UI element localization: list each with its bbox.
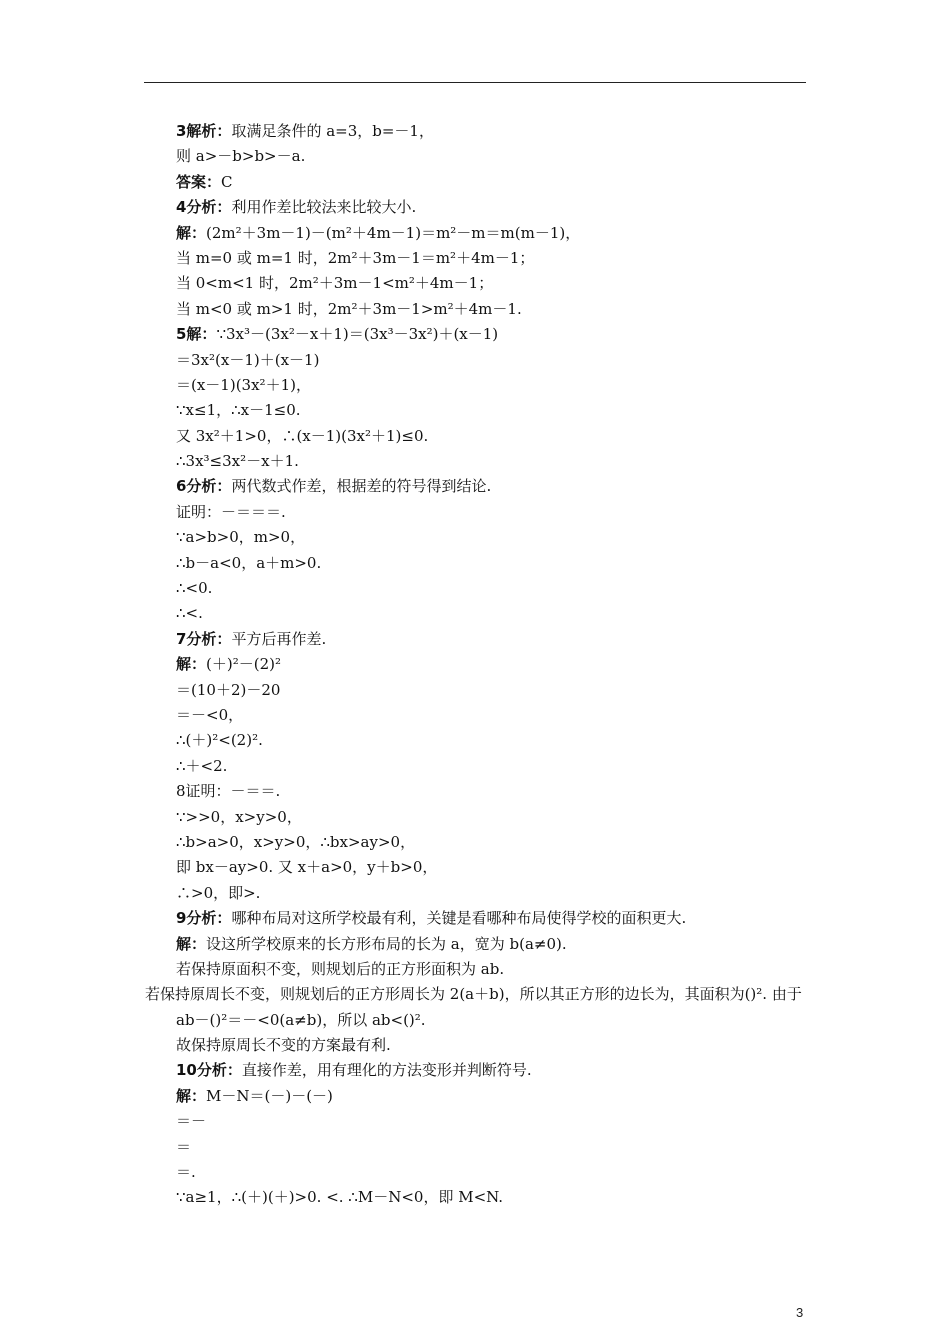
- text-line: ∵>>0，x>y>0，: [176, 807, 302, 826]
- text-line: 则 a>－b>b>－a.: [176, 147, 306, 166]
- text-line: ∵x≤1，∴x－1≤0.: [176, 401, 301, 420]
- text-line: 6分析：两代数式作差，根据差的符号得到结论.: [176, 477, 492, 496]
- text-line: 当 0<m<1 时，2m²＋3m－1<m²＋4m－1；: [176, 274, 494, 293]
- text-line: ＝(x－1)(3x²＋1)，: [176, 375, 311, 394]
- text-line: 若保持原面积不变，则规划后的正方形面积为 ab.: [176, 959, 505, 978]
- text-line: ＝－: [176, 1112, 207, 1131]
- text-line: ∵a≥1，∴(＋)(＋)>0. <. ∴M－N<0，即 M<N.: [176, 1188, 504, 1207]
- text-line: ＝.: [176, 1163, 196, 1182]
- text-line: 答案：C: [176, 172, 233, 191]
- text-line: 故保持原周长不变的方案最有利.: [176, 1036, 391, 1055]
- text-line: 解：设这所学校原来的长方形布局的长为 a，宽为 b(a≠0).: [176, 934, 567, 953]
- text-line: ∴＋<2.: [176, 756, 228, 775]
- text-line: ＝－<0，: [176, 705, 244, 724]
- text-line: ∴(＋)²<(2)².: [176, 731, 263, 750]
- text-line: 7分析：平方后再作差.: [176, 629, 327, 648]
- text-line: ＝(10＋2)－20: [176, 680, 281, 699]
- page-number: 3: [796, 1305, 804, 1320]
- text-line: 5解：∵3x³－(3x²－x＋1)＝(3x³－3x²)＋(x－1): [176, 325, 499, 344]
- text-line: ∵a>b>0，m>0，: [176, 528, 306, 547]
- text-line: 即 bx－ay>0. 又 x＋a>0，y＋b>0，: [176, 858, 438, 877]
- text-line: 10分析：直接作差，用有理化的方法变形并判断符号.: [176, 1061, 532, 1080]
- text-line: 3解析：取满足条件的 a=3，b=－1，: [176, 122, 434, 140]
- text-line: ∴b－a<0，a＋m>0.: [176, 553, 322, 572]
- header-rule: [144, 82, 806, 83]
- text-line: 又 3x²＋1>0，∴(x－1)(3x²＋1)≤0.: [176, 426, 429, 445]
- text-line: ＝: [176, 1137, 192, 1156]
- text-line: ∴3x³≤3x²－x＋1.: [176, 452, 299, 471]
- text-line: 8证明：－＝＝.: [176, 782, 281, 801]
- text-line: 解：M－N＝(－)－(－): [176, 1086, 333, 1105]
- text-line: ∴b>a>0，x>y>0，∴bx>ay>0，: [176, 832, 416, 851]
- text-line: 解：(2m²＋3m－1)－(m²＋4m－1)＝m²－m＝m(m－1)，: [176, 223, 581, 242]
- text-line: ＝3x²(x－1)＋(x－1): [176, 350, 320, 369]
- text-line: ∴>0，即>.: [176, 883, 261, 902]
- text-line: ∴<.: [176, 604, 203, 623]
- text-line: 4分析：利用作差比较法来比较大小.: [176, 198, 417, 217]
- text-line: ∴<0.: [176, 579, 213, 598]
- text-line: 当 m=0 或 m=1 时，2m²＋3m－1＝m²＋4m－1；: [176, 248, 535, 267]
- document-body: [145, 119, 808, 1211]
- text-line: 解：(＋)²－(2)²: [176, 655, 281, 674]
- text-line: 9分析：哪种布局对这所学校最有利，关键是看哪种布局使得学校的面积更大.: [176, 909, 687, 928]
- text-line: 证明：－＝＝＝.: [176, 502, 286, 521]
- text-paragraph: 若保持原周长不变，则规划后的正方形周长为 2(a＋b)，所以其正方形的边长为，其面积为()². 由于 ab－()²＝－<0(a≠b)，所以 ab<()².: [145, 985, 802, 1029]
- text-line: 当 m<0 或 m>1 时，2m²＋3m－1>m²＋4m－1.: [176, 299, 522, 318]
